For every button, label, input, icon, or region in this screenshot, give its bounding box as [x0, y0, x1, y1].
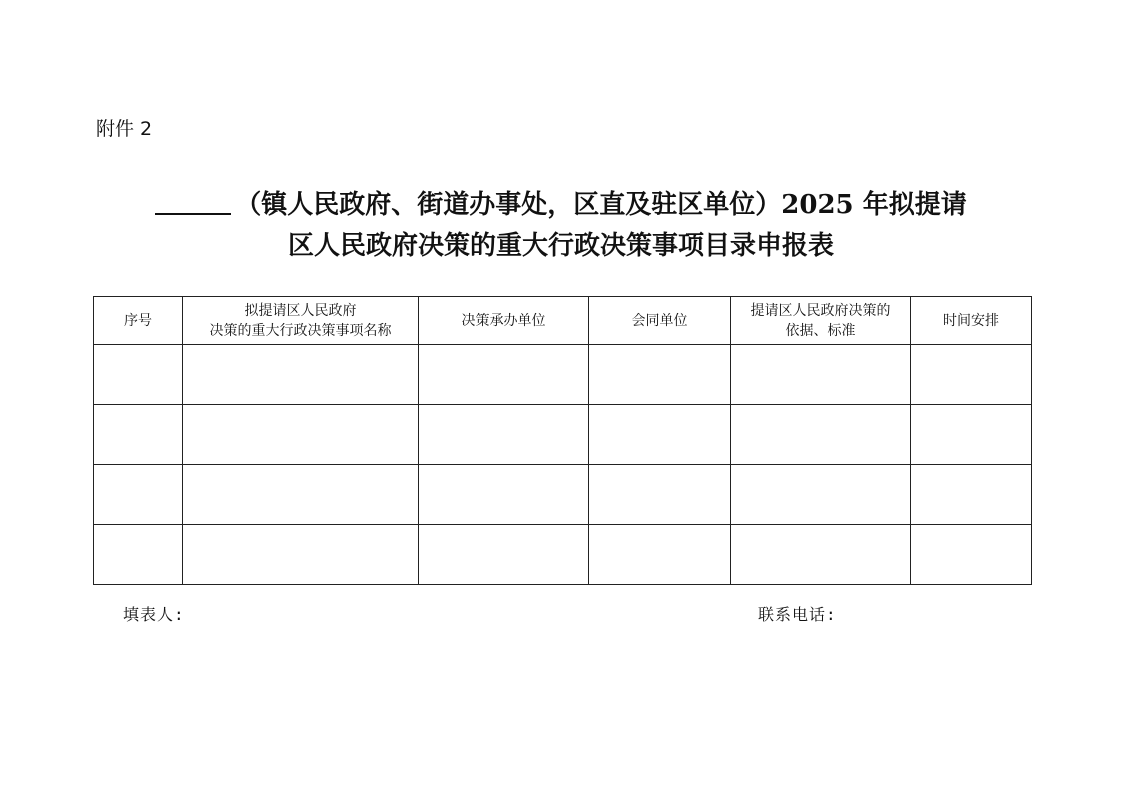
header-responsible-unit: 决策承办单位	[419, 297, 589, 345]
table-row	[94, 465, 1032, 525]
table-cell[interactable]	[911, 405, 1032, 465]
title-blank-underline	[155, 191, 231, 215]
table-cell[interactable]	[94, 465, 183, 525]
table-cell[interactable]	[589, 465, 731, 525]
header-serial-number: 序号	[94, 297, 183, 345]
table-cell[interactable]	[589, 525, 731, 585]
table-cell[interactable]	[183, 525, 419, 585]
table-cell[interactable]	[94, 405, 183, 465]
title-line-1-text: （镇人民政府、街道办事处，区直及驻区单位）2025 年拟提请	[235, 190, 967, 220]
title-line-2: 区人民政府决策的重大行政决策事项目录申报表	[287, 231, 834, 261]
filler-label: 填表人:	[123, 605, 185, 624]
table-cell[interactable]	[183, 465, 419, 525]
table-cell[interactable]	[911, 525, 1032, 585]
table-cell[interactable]	[419, 345, 589, 405]
header-basis-standard: 提请区人民政府决策的 依据、标准	[731, 297, 911, 345]
header-schedule: 时间安排	[911, 297, 1032, 345]
attachment-label: 附件 2	[96, 118, 153, 140]
title-line-1	[0, 184, 1122, 221]
table-cell[interactable]	[94, 345, 183, 405]
contact-phone-label: 联系电话:	[758, 605, 837, 624]
table-cell[interactable]	[731, 345, 911, 405]
table-cell[interactable]	[911, 345, 1032, 405]
table-row	[94, 345, 1032, 405]
table-cell[interactable]	[911, 465, 1032, 525]
table-cell[interactable]	[589, 405, 731, 465]
table-cell[interactable]	[731, 465, 911, 525]
table-row	[94, 405, 1032, 465]
header-decision-item-name: 拟提请区人民政府 决策的重大行政决策事项名称	[183, 297, 419, 345]
table-cell[interactable]	[183, 405, 419, 465]
table-cell[interactable]	[419, 525, 589, 585]
table-cell[interactable]	[731, 405, 911, 465]
table-cell[interactable]	[183, 345, 419, 405]
table-cell[interactable]	[94, 525, 183, 585]
table-row	[94, 525, 1032, 585]
table-cell[interactable]	[419, 465, 589, 525]
report-table	[93, 296, 1032, 585]
table-header-row	[94, 297, 1032, 345]
table-cell[interactable]	[731, 525, 911, 585]
table-cell[interactable]	[589, 345, 731, 405]
header-cooperating-unit: 会同单位	[589, 297, 731, 345]
table-cell[interactable]	[419, 405, 589, 465]
